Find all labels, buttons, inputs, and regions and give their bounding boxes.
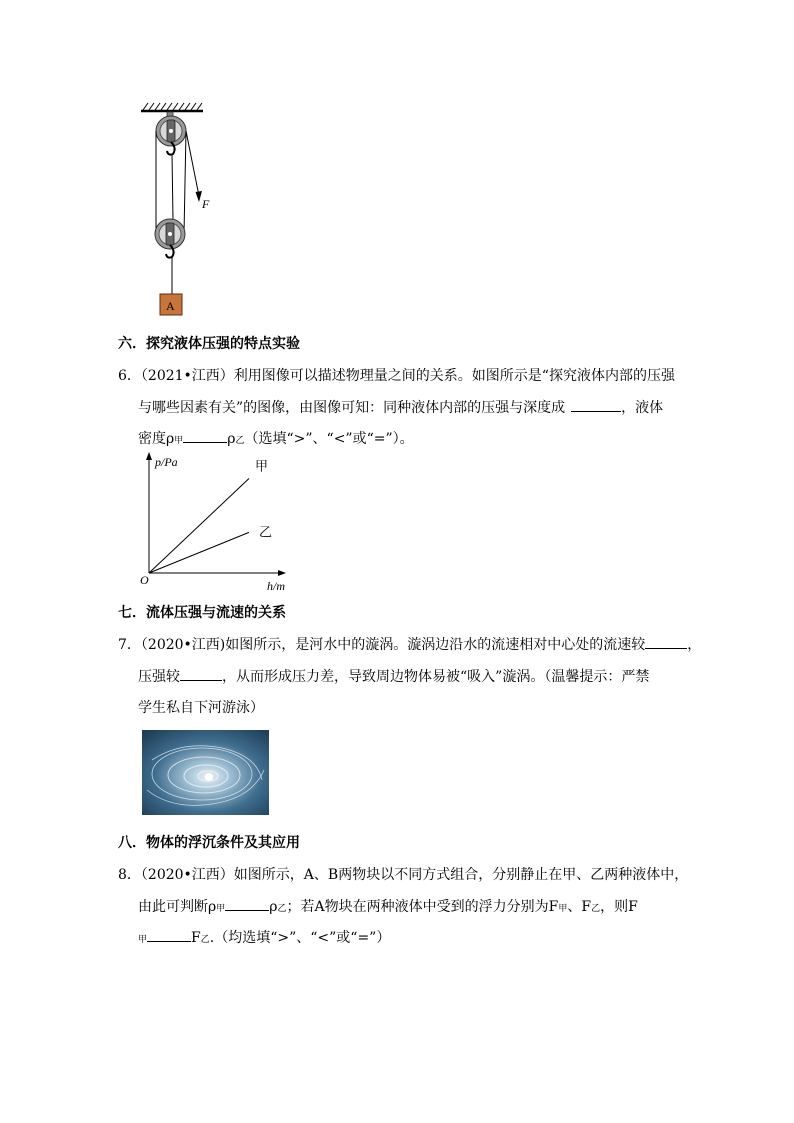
- y-axis-arrow: [146, 452, 152, 460]
- series-line-1: [149, 532, 249, 573]
- q6-line3: 密度ρ甲 ρ乙（选填“>”、“<”或“=”）。: [138, 428, 414, 448]
- q7-line3: 学生私自下河游泳）: [138, 700, 264, 716]
- section-6-heading: 六．探究液体压强的特点实验: [118, 336, 300, 352]
- ropes: [156, 131, 199, 234]
- pressure-depth-chart: [135, 450, 295, 595]
- origin-label: O: [140, 573, 149, 587]
- q8-line2: 由此可判断ρ甲 ρ乙；若A物块在两种液体中受到的浮力分别为F甲、F乙，则F: [138, 896, 638, 916]
- q7-line1: 7．（2020•江西)如图所示，是河水中的漩涡。漩涡边沿水的流速相对中心处的流速较 ，: [118, 634, 701, 654]
- q8-line1: 8．（2020•江西）如图所示，A、B两物块以不同方式组合，分别静止在甲、乙两种液体中，: [118, 867, 689, 883]
- x-axis-label: h/m: [267, 579, 285, 593]
- fixed-pulley: [156, 112, 186, 155]
- section-8-heading: 八．物体的浮沉条件及其应用: [118, 835, 300, 851]
- q6-line2: 与哪些因素有关”的图像，由图像可知：同种液体内部的压强与深度成 ，液体: [138, 397, 663, 417]
- series-label-0: 甲: [255, 458, 269, 474]
- q6-blank-2[interactable]: [183, 428, 227, 443]
- q8-blank-2[interactable]: [147, 927, 191, 942]
- section-7-heading: 七．流体压强与流速的关系: [118, 605, 286, 621]
- q7-blank-2[interactable]: [180, 666, 222, 681]
- q7-blank-1[interactable]: [645, 634, 687, 649]
- block-a-label: A: [166, 299, 175, 313]
- series-label-1: 乙: [259, 524, 273, 540]
- q8-blank-1[interactable]: [225, 896, 269, 911]
- q8-line3: 甲 F乙.（均选填“>”、“<”或“=”）: [138, 927, 390, 947]
- movable-pulley: [155, 219, 185, 258]
- y-axis-label: p/Pa: [155, 455, 178, 469]
- pulley-figure: [135, 98, 235, 320]
- q7-line2: 压强较 ，从而形成压力差，导致周边物体易被“吸入”漩涡。（温馨提示：严禁: [138, 666, 649, 686]
- force-label: F: [202, 197, 210, 211]
- series-line-0: [149, 479, 249, 574]
- x-axis-arrow: [278, 570, 286, 576]
- q6-line1: 6．（2021•江西）利用图像可以描述物理量之间的关系。如图所示是“探究液体内部的压强: [118, 368, 675, 384]
- whirlpool-photo: [142, 730, 269, 815]
- q6-blank-1[interactable]: [571, 397, 621, 412]
- ceiling-hatching: [143, 103, 202, 110]
